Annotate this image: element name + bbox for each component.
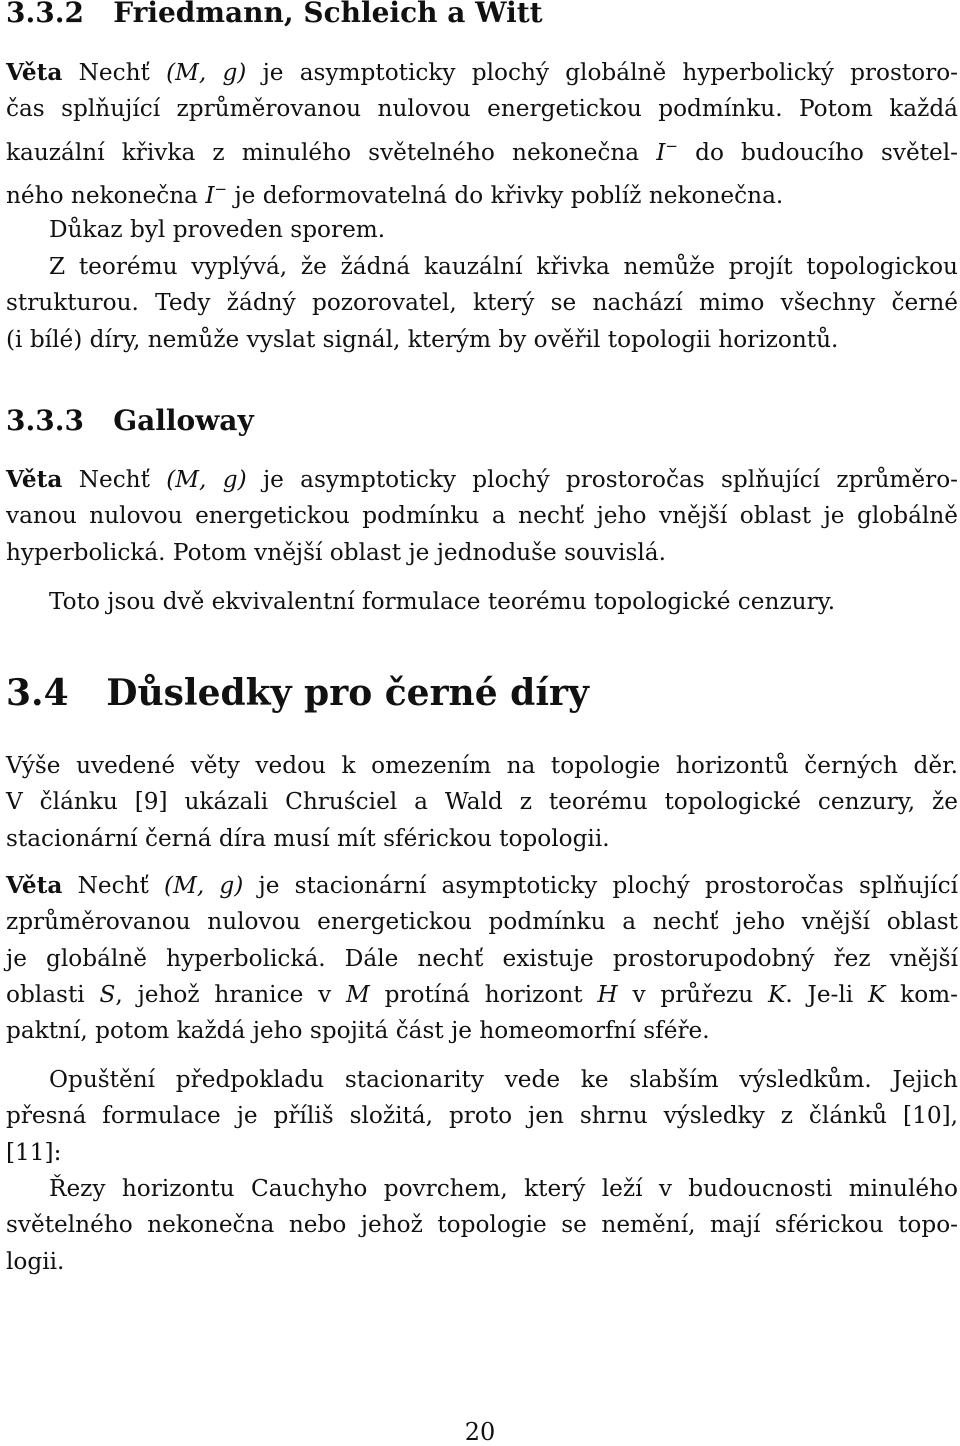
math-symbol-s: S: [99, 980, 116, 1008]
theorem-line: je globálně hyperbolická. Dále nechť existuje prostorupodobný řez vnější: [6, 944, 958, 972]
math-symbol-scri: I: [205, 181, 215, 209]
theorem-line: Věta Nechť (M, g) je asymptoticky plochý prostoročas splňující zprůměro-: [6, 466, 959, 493]
theorem-line: čas splňující zprůměrovanou nulovou energetickou podmínku. Potom každá: [6, 95, 958, 123]
paragraph-cauchy: [6, 1171, 958, 1280]
theorem-line: oblasti S, jehož hranice v M protíná horizont H v průřezu K. Je-li K kom-: [6, 980, 959, 1008]
paragraph-line: V článku [9] ukázali Chruściel a Wald z teorému topologické cenzury, že: [6, 788, 958, 816]
math-symbol-m: M: [346, 980, 370, 1008]
page-number: 20: [464, 1418, 496, 1446]
theorem-stationary: [6, 868, 958, 1049]
section-title: Friedmann, Schleich a Witt: [113, 0, 543, 29]
paragraph-line: Z teorému vyplývá, že žádná kauzální křivka nemůže projít topologickou: [49, 253, 958, 280]
proof-line: Důkaz byl proveden sporem.: [49, 216, 386, 243]
paragraph-line: světelného nekonečna nebo jehož topologie se nemění, mají sférickou topo-: [6, 1211, 958, 1239]
paragraph-intro: [6, 748, 958, 857]
section-title: Galloway: [113, 404, 254, 437]
theorem-line: paktní, potom každá jeho spojitá část je homeomorfní sféře.: [6, 1017, 710, 1045]
paragraph-stationarity: [6, 1062, 958, 1171]
theorem-line: Věta Nechť (M, g) je asymptoticky plochý globálně hyperbolický prostoro-: [6, 59, 959, 86]
section-heading-3-3-3: [6, 404, 254, 437]
section-title: Důsledky pro černé díry: [106, 672, 589, 714]
paragraph-line: Opuštění předpokladu stacionarity vede ke slabším výsledkům. Jejich: [49, 1066, 958, 1093]
paragraph-line: přesná formulace je příliš složitá, proto jen shrnu výsledky z článků [10],: [6, 1102, 958, 1130]
math-expression: (M, g): [166, 466, 247, 493]
section-heading-3-3-2: [6, 0, 543, 29]
math-symbol-k: K: [768, 980, 786, 1008]
equivalence-note: Toto jsou dvě ekvivalentní formulace teorému topologické cenzury.: [49, 588, 836, 615]
theorem-line: ného nekonečna I− je deformovatelná do křivky poblíž nekonečna.: [6, 179, 784, 209]
math-symbol-h: H: [597, 980, 618, 1008]
paragraph-consequence: [6, 249, 958, 358]
theorem-label: Věta: [6, 872, 63, 899]
math-symbol-scri: I: [656, 138, 666, 166]
section-number: 3.3.2: [6, 0, 84, 29]
theorem-galloway: [6, 462, 958, 571]
theorem-label: Věta: [6, 466, 63, 493]
section-number: 3.4: [6, 672, 69, 714]
paragraph-line: Řezy horizontu Cauchyho povrchem, který leží v budoucnosti minulého: [49, 1175, 958, 1202]
math-symbol-k: K: [868, 980, 886, 1008]
paragraph-line: logii.: [6, 1247, 65, 1275]
paragraph-line: stacionární černá díra musí mít sférickou topologii.: [6, 824, 610, 852]
paragraph-line: [11]:: [6, 1138, 62, 1166]
theorem-line: vanou nulovou energetickou podmínku a nechť jeho vnější oblast je globálně: [6, 502, 958, 530]
paragraph-line: (i bílé) díry, nemůže vyslat signál, kterým by ověřil topologii horizontů.: [6, 325, 839, 353]
section-heading-3-4: [6, 672, 589, 714]
theorem-line: hyperbolická. Potom vnější oblast je jednoduše souvislá.: [6, 538, 666, 566]
paragraph-line: strukturou. Tedy žádný pozorovatel, který se nachází mimo všechny černé: [6, 289, 958, 317]
theorem-line: zprůměrovanou nulovou energetickou podmínku a nechť jeho vnější oblast: [6, 908, 958, 936]
theorem-label: Věta: [6, 59, 63, 86]
theorem-friedmann: [6, 55, 958, 214]
theorem-line: Věta Nechť (M, g) je stacionární asymptoticky plochý prostoročas splňující: [6, 872, 958, 899]
theorem-line: kauzální křivka z minulého světelného nekonečna I− do budoucího světel-: [6, 136, 958, 166]
math-expression: (M, g): [164, 872, 244, 899]
math-expression: (M, g): [166, 59, 247, 86]
section-number: 3.3.3: [6, 404, 84, 437]
paragraph-line: Výše uvedené věty vedou k omezením na topologie horizontů černých děr.: [6, 752, 958, 779]
